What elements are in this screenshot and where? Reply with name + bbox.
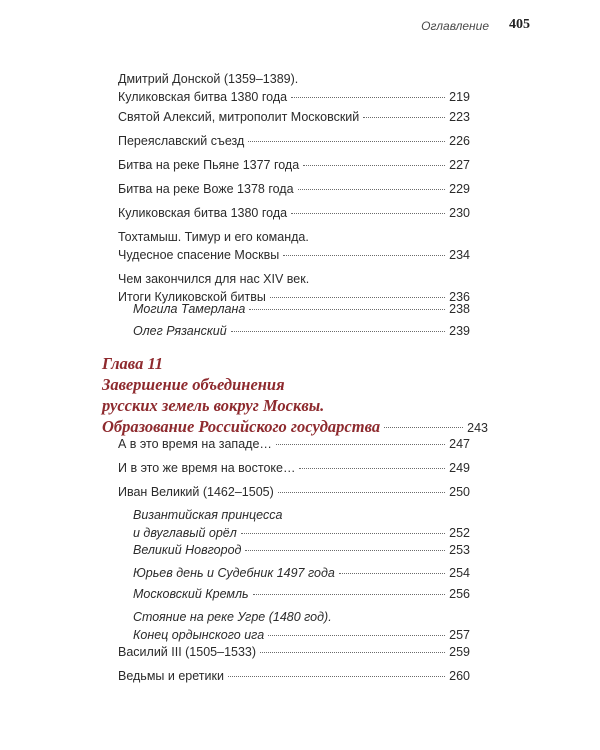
toc-page-number: 223 [449, 110, 470, 124]
toc-entry-pereyaslavsky-sezd[interactable] [118, 132, 470, 150]
toc-page-number: 257 [449, 628, 470, 642]
toc-page-number: 238 [449, 302, 470, 316]
toc-page-number: 226 [449, 134, 470, 148]
toc-entry-line: и двуглавый орёл [133, 526, 237, 540]
toc-entry-line: Святой Алексий, митрополит Московский [118, 110, 360, 124]
dot-leader [231, 331, 445, 332]
toc-page-number: 219 [449, 90, 470, 104]
toc-page-number: 227 [449, 158, 470, 172]
dot-leader [384, 427, 463, 428]
toc-entry-line: Битва на реке Пьяне 1377 года [118, 158, 300, 172]
toc-page-number: 254 [449, 566, 470, 580]
toc-entry-east[interactable] [118, 459, 470, 477]
dot-leader [248, 141, 445, 142]
toc-entry-line: Великий Новгород [133, 543, 242, 557]
toc-entry-line: А в это время на западе… [118, 437, 272, 451]
toc-entry-tokhtamysh[interactable] [118, 228, 470, 264]
toc-page-number: 236 [449, 290, 470, 304]
toc-page-number: 234 [449, 248, 470, 262]
chapter-heading-line: русских земель вокруг Москвы. [102, 396, 325, 415]
chapter-heading-line: Глава 11 [102, 354, 164, 373]
dot-leader [268, 635, 445, 636]
toc-entry-line: Переяславский съезд [118, 134, 245, 148]
dot-leader [303, 165, 445, 166]
dot-leader [241, 533, 445, 534]
dot-leader [363, 117, 445, 118]
toc-page-number: 229 [449, 182, 470, 196]
page-number: 405 [509, 17, 530, 32]
toc-entry-oleg-ryazansky[interactable] [133, 322, 470, 340]
toc-entry-yuriev-day[interactable] [133, 564, 470, 582]
toc-entry-line: Куликовская битва 1380 года [118, 90, 288, 104]
toc-entry-line: Юрьев день и Судебник 1497 года [133, 566, 335, 580]
toc-entry-witches[interactable] [118, 667, 470, 685]
toc-entry-sv-aleksiy[interactable] [118, 108, 470, 126]
toc-entry-ugra[interactable] [133, 608, 470, 644]
toc-entry-byzantine-princess[interactable] [133, 506, 470, 542]
toc-page-number: 230 [449, 206, 470, 220]
toc-entry-line: Куликовская битва 1380 года [118, 206, 288, 220]
toc-page-number: 247 [449, 437, 470, 451]
toc-page-number: 252 [449, 526, 470, 540]
toc-entry-line: Византийская принцесса [133, 508, 283, 522]
toc-page-number: 253 [449, 543, 470, 557]
toc-entry-line: Конец ордынского ига [133, 628, 265, 642]
dot-leader [245, 550, 445, 551]
toc-entry-vasily-iii[interactable] [118, 643, 470, 661]
toc-entry-line: Ведьмы и еретики [118, 669, 224, 683]
toc-page-number: 259 [449, 645, 470, 659]
toc-page-number: 260 [449, 669, 470, 683]
dot-leader [249, 309, 445, 310]
toc-entry-pyana[interactable] [118, 156, 470, 174]
toc-entry-dmitry-donskoy[interactable] [118, 70, 470, 106]
toc-entry-moscow-kremlin[interactable] [133, 585, 470, 603]
toc-entry-ivan-veliky[interactable] [118, 483, 470, 501]
toc-entry-kulikovo[interactable] [118, 204, 470, 222]
toc-entry-line: Чем закончился для нас XIV век. [118, 272, 310, 286]
dot-leader [291, 97, 445, 98]
toc-entry-line: Тохтамыш. Тимур и его команда. [118, 230, 309, 244]
toc-entry-line: Битва на реке Воже 1378 года [118, 182, 294, 196]
toc-entry-line: Московский Кремль [133, 587, 249, 601]
toc-page-number: 250 [449, 485, 470, 499]
toc-entry-line: Дмитрий Донской (1359–1389). [118, 72, 299, 86]
dot-leader [253, 594, 446, 595]
section-title: Оглавление [421, 19, 489, 33]
toc-entry-line: Олег Рязанский [133, 324, 227, 338]
toc-entry-line: Стояние на реке Угре (1480 год). [133, 610, 332, 624]
dot-leader [276, 444, 445, 445]
toc-entry-line: И в это же время на востоке… [118, 461, 296, 475]
chapter-11-heading[interactable] [102, 353, 488, 439]
chapter-heading-line: Завершение объединения [102, 375, 285, 394]
dot-leader [278, 492, 445, 493]
dot-leader [298, 189, 446, 190]
dot-leader [291, 213, 445, 214]
toc-page-number: 243 [467, 421, 488, 435]
toc-entry-line: Василий III (1505–1533) [118, 645, 257, 659]
chapter-heading-line: Образование Российского государства [102, 417, 381, 436]
toc-page-number: 256 [449, 587, 470, 601]
dot-leader [299, 468, 445, 469]
toc-entry-line: Чудесное спасение Москвы [118, 248, 280, 262]
dot-leader [339, 573, 445, 574]
dot-leader [283, 255, 445, 256]
dot-leader [260, 652, 445, 653]
toc-entry-line: Иван Великий (1462–1505) [118, 485, 274, 499]
toc-entry-tamerlane-tomb[interactable] [133, 300, 470, 318]
toc-entry-vozha[interactable] [118, 180, 470, 198]
dot-leader [228, 676, 445, 677]
toc-entry-west[interactable] [118, 435, 470, 453]
running-header [0, 17, 600, 37]
toc-entry-line: Итоги Куликовской битвы [118, 290, 266, 304]
toc-entry-line: Могила Тамерлана [133, 302, 246, 316]
toc-page-number: 239 [449, 324, 470, 338]
dot-leader [270, 297, 445, 298]
toc-page-number: 249 [449, 461, 470, 475]
toc-entry-novgorod[interactable] [133, 541, 470, 559]
